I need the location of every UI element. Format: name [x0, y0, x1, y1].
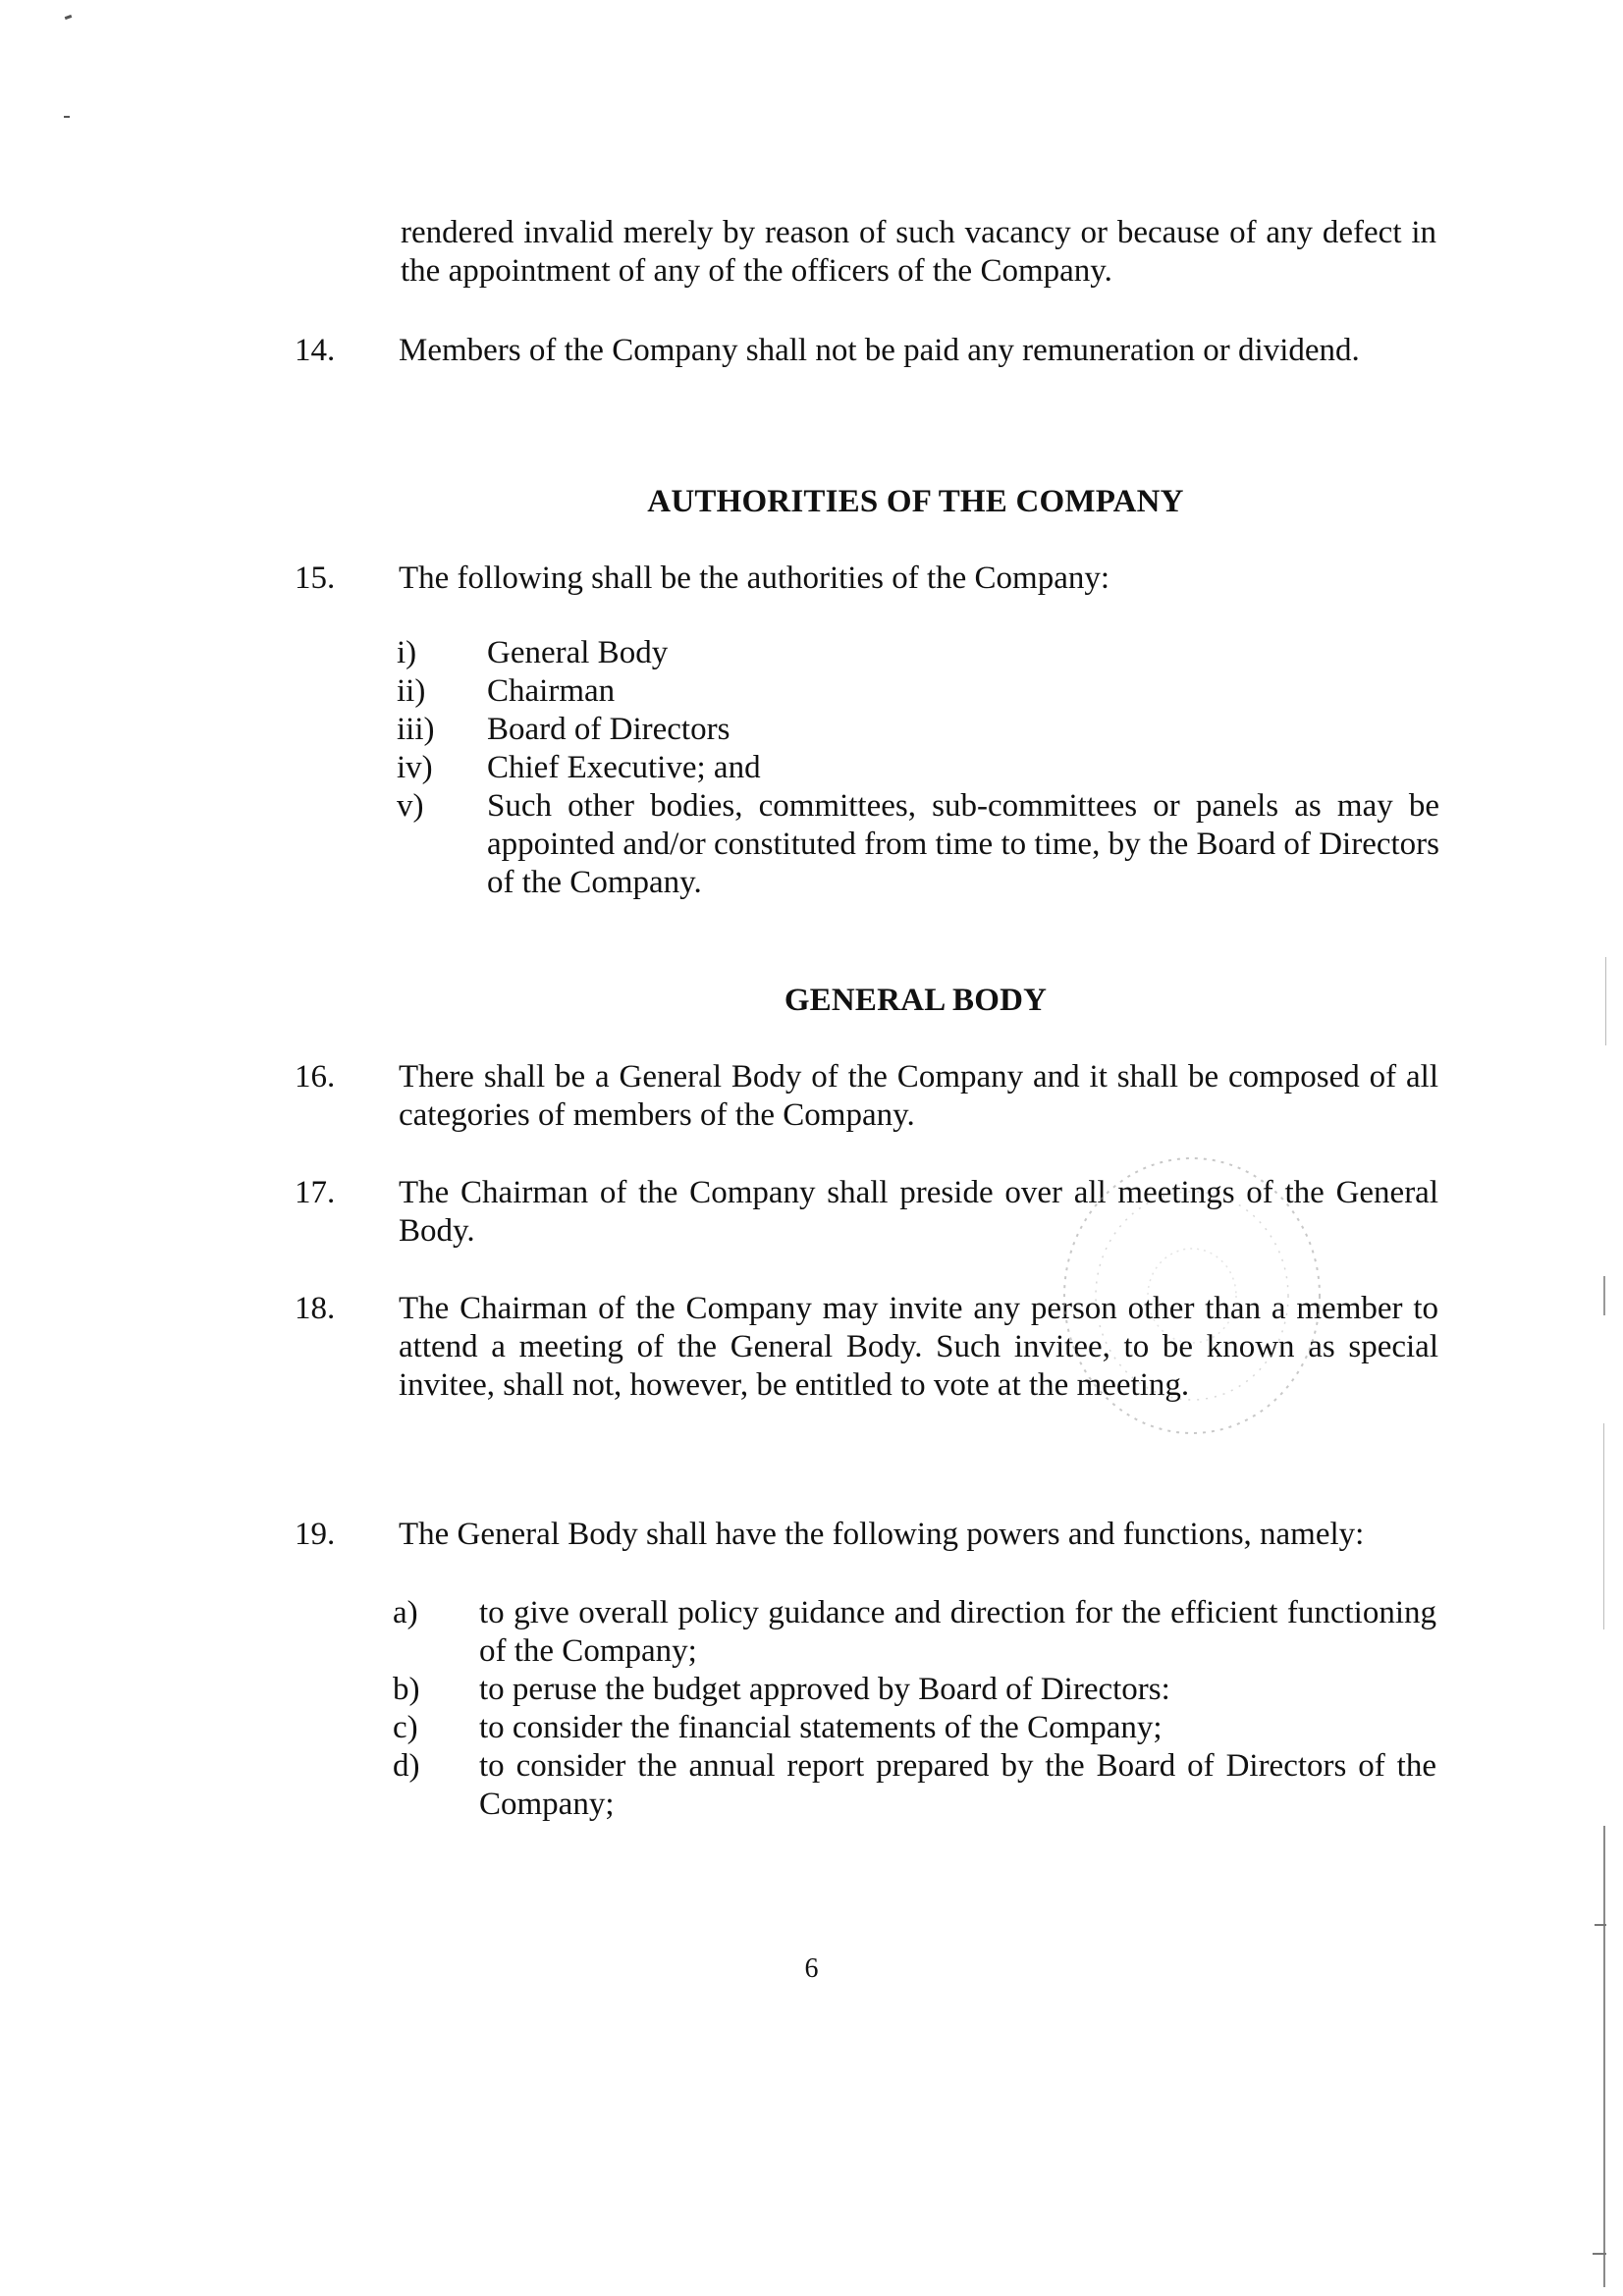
- list-marker: c): [393, 1710, 418, 1745]
- list-marker: b): [393, 1672, 420, 1707]
- list-item: [393, 1709, 1436, 1747]
- section-heading-general-body: GENERAL BODY: [784, 983, 1048, 1018]
- list-item-text: to peruse the budget approved by Board of Directors:: [479, 1672, 1170, 1707]
- list-marker: v): [397, 788, 424, 824]
- scan-speck: [64, 116, 70, 118]
- scan-edge-line: [1603, 1826, 1605, 2287]
- list-item: [397, 749, 1439, 787]
- scan-edge-line: [1603, 1423, 1604, 1629]
- list-item: [397, 634, 1439, 672]
- clause-number: 19.: [295, 1517, 336, 1552]
- list-item-text: to consider the financial statements of the Company;: [479, 1710, 1163, 1745]
- clause-number: 15.: [295, 561, 336, 596]
- list-item-text: Such other bodies, committees, sub-committees or panels as may be appointed and/or constituted from time to time, by the Board of Directors of the Company.: [487, 788, 1439, 900]
- list-item: [393, 1594, 1436, 1671]
- continuation-paragraph: [401, 214, 1436, 291]
- clause-14: [295, 332, 1438, 370]
- clause-number: 14.: [295, 333, 336, 368]
- continuation-text: rendered invalid merely by reason of such vacancy or because of any defect in the appointment of any of the officers of the Company.: [401, 215, 1436, 289]
- list-item: [397, 672, 1439, 711]
- clause-19: [295, 1516, 1438, 1554]
- list-marker: i): [397, 635, 417, 670]
- powers-list: [393, 1594, 1436, 1824]
- scan-edge-line: [1603, 1276, 1605, 1315]
- clause-number: 18.: [295, 1291, 336, 1326]
- section-heading-authorities: AUTHORITIES OF THE COMPANY: [647, 484, 1184, 519]
- company-seal-stamp: [1045, 1139, 1339, 1451]
- list-marker: iii): [397, 712, 435, 747]
- list-item: [393, 1671, 1436, 1709]
- clause-text: The Chairman of the Company may invite any person other than a member to attend a meeting of the General Body. Such invitee, to be known as special invitee, shall not, however, be entitled to vote at the meeting.: [399, 1291, 1438, 1403]
- list-item: [393, 1747, 1436, 1824]
- clause-text: The following shall be the authorities of the Company:: [399, 561, 1110, 596]
- clause-text: The Chairman of the Company shall preside over all meetings of the General Body.: [399, 1175, 1438, 1249]
- list-item: [397, 787, 1439, 902]
- list-item-text: Chief Executive; and: [487, 750, 761, 785]
- list-item-text: to consider the annual report prepared by the Board of Directors of the Company;: [479, 1748, 1436, 1822]
- list-item-text: to give overall policy guidance and direction for the efficient functioning of the Company;: [479, 1595, 1436, 1669]
- list-item-text: Board of Directors: [487, 712, 730, 747]
- clause-16: [295, 1058, 1438, 1135]
- page-number: 6: [804, 1953, 819, 1984]
- list-item-text: General Body: [487, 635, 669, 670]
- list-marker: a): [393, 1595, 418, 1630]
- list-marker: d): [393, 1748, 420, 1784]
- clause-number: 16.: [295, 1059, 336, 1095]
- clause-text: There shall be a General Body of the Company and it shall be composed of all categories of members of the Company.: [399, 1059, 1438, 1133]
- scan-edge-tick: [1593, 2253, 1606, 2255]
- clause-number: 17.: [295, 1175, 336, 1210]
- scan-edge-line: [1605, 957, 1606, 1045]
- clause-text: Members of the Company shall not be paid any remuneration or dividend.: [399, 333, 1360, 368]
- clause-15: [295, 560, 1438, 598]
- list-item: [397, 711, 1439, 749]
- scan-edge-tick: [1595, 1924, 1606, 1926]
- authorities-list: [397, 634, 1439, 902]
- list-marker: iv): [397, 750, 433, 785]
- list-marker: ii): [397, 673, 426, 709]
- list-item-text: Chairman: [487, 673, 616, 709]
- clause-text: The General Body shall have the following powers and functions, namely:: [399, 1517, 1365, 1552]
- scan-speck: [65, 15, 73, 20]
